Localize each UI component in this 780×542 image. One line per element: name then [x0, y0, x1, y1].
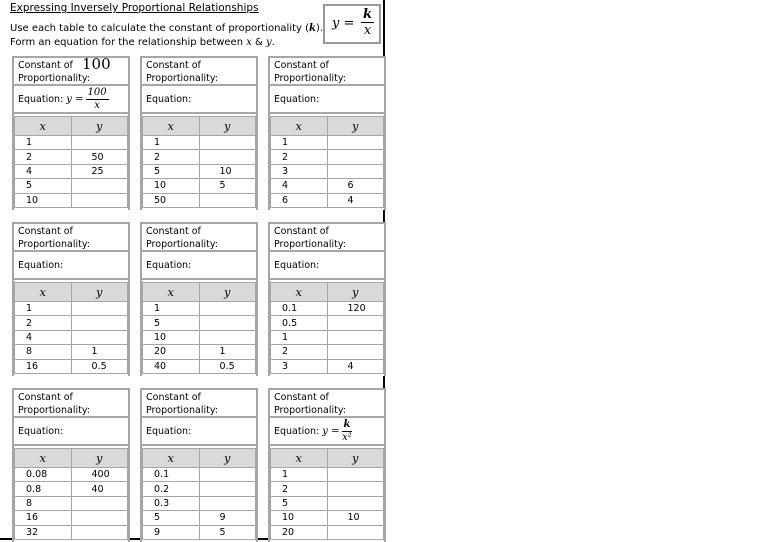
- x-cell[interactable]: 20: [271, 525, 328, 539]
- equation-label: Equation:: [18, 93, 64, 105]
- table-row: [143, 316, 256, 330]
- xy-table: [14, 448, 128, 540]
- table-row: [271, 359, 384, 373]
- x-cell[interactable]: 1: [15, 136, 72, 150]
- y-cell[interactable]: [199, 302, 256, 316]
- y-cell[interactable]: 50: [71, 150, 128, 164]
- table-header-row: [271, 283, 384, 302]
- y-cell[interactable]: 0.5: [199, 359, 256, 373]
- table-row: [143, 496, 256, 510]
- equation-label: Equation:: [274, 425, 320, 437]
- equation-label: Equation:: [146, 259, 192, 271]
- x-cell[interactable]: 1: [15, 302, 72, 316]
- y-cell[interactable]: [327, 496, 384, 510]
- xy-table: [142, 282, 256, 374]
- instruction-line-1: Use each table to calculate the constant of proportionality (k).: [10, 23, 324, 34]
- worksheet-title: Expressing Inversely Proportional Relationships: [10, 2, 259, 14]
- x-cell[interactable]: 1: [271, 330, 328, 344]
- x-cell[interactable]: 4: [15, 164, 72, 178]
- table-row: [271, 164, 384, 178]
- y-header: y: [199, 117, 256, 136]
- equation-numerator: k: [343, 418, 351, 430]
- x-cell[interactable]: 3: [271, 164, 328, 178]
- x-cell[interactable]: 2: [143, 150, 200, 164]
- x-cell[interactable]: 6: [271, 193, 328, 207]
- table-card: [12, 388, 130, 542]
- y-cell[interactable]: [327, 150, 384, 164]
- x-cell[interactable]: 32: [15, 525, 72, 539]
- y-cell[interactable]: 40: [71, 482, 128, 496]
- table-row: [143, 525, 256, 539]
- y-cell[interactable]: [199, 193, 256, 207]
- x-cell[interactable]: 0.5: [271, 316, 328, 330]
- table-header-row: [143, 283, 256, 302]
- table-row: [15, 525, 128, 539]
- x-header: x: [271, 283, 328, 302]
- table-row: [143, 359, 256, 373]
- y-cell[interactable]: [199, 496, 256, 510]
- x-cell[interactable]: 4: [15, 330, 72, 344]
- y-cell[interactable]: [71, 136, 128, 150]
- y-cell[interactable]: [327, 136, 384, 150]
- table-card: [268, 56, 386, 210]
- constant-box[interactable]: [270, 222, 384, 252]
- constant-box[interactable]: [14, 56, 128, 86]
- constant-box[interactable]: [270, 388, 384, 418]
- x-cell[interactable]: 4: [271, 179, 328, 193]
- constant-label: Constant of Proportionality:: [18, 392, 90, 416]
- x-header: x: [15, 117, 72, 136]
- table-row: [143, 468, 256, 482]
- table-header-row: [143, 449, 256, 468]
- table-row: [15, 496, 128, 510]
- y-header: y: [71, 283, 128, 302]
- constant-label: Constant of Proportionality:: [18, 60, 90, 84]
- table-row: [15, 482, 128, 496]
- y-cell[interactable]: 10: [199, 164, 256, 178]
- table-row: [15, 316, 128, 330]
- y-cell[interactable]: 25: [71, 164, 128, 178]
- y-cell[interactable]: 9: [199, 511, 256, 525]
- equation-label: Equation:: [274, 259, 320, 271]
- table-row: [143, 330, 256, 344]
- constant-label: Constant of Proportionality:: [146, 226, 218, 250]
- xy-table: [142, 116, 256, 208]
- equation-numerator: 100: [87, 86, 107, 98]
- equation-fraction: [342, 420, 353, 443]
- y-header: y: [199, 449, 256, 468]
- y-header: y: [327, 449, 384, 468]
- x-cell[interactable]: 50: [143, 193, 200, 207]
- y-cell[interactable]: [199, 150, 256, 164]
- y-cell[interactable]: [199, 482, 256, 496]
- equation-label: Equation:: [18, 259, 64, 271]
- y-header: y: [327, 283, 384, 302]
- equation-lhs: y =: [66, 93, 84, 105]
- y-cell[interactable]: [71, 179, 128, 193]
- y-cell[interactable]: [327, 468, 384, 482]
- y-cell[interactable]: 5: [199, 525, 256, 539]
- x-cell[interactable]: 40: [143, 359, 200, 373]
- y-cell[interactable]: [327, 164, 384, 178]
- x-cell[interactable]: 20: [143, 345, 200, 359]
- table-header-row: [271, 117, 384, 136]
- table-header-row: [15, 449, 128, 468]
- equation-box[interactable]: [270, 252, 384, 280]
- formula-lhs: y =: [332, 16, 355, 31]
- x-cell[interactable]: 0.3: [143, 496, 200, 510]
- x-header: x: [271, 117, 328, 136]
- equation-box[interactable]: [142, 252, 256, 280]
- equation-fraction: [86, 88, 109, 111]
- x-cell[interactable]: 8: [15, 496, 72, 510]
- table-row: [15, 193, 128, 207]
- x-header: x: [143, 283, 200, 302]
- equation-label: Equation:: [146, 93, 192, 105]
- x-cell[interactable]: 9: [143, 525, 200, 539]
- y-cell[interactable]: [71, 525, 128, 539]
- table-row: [271, 302, 384, 316]
- table-card: [140, 388, 258, 542]
- x-header: x: [15, 449, 72, 468]
- equation-box[interactable]: [14, 418, 128, 446]
- x-cell[interactable]: 0.1: [143, 468, 200, 482]
- table-card: [140, 222, 258, 376]
- y-cell[interactable]: [327, 525, 384, 539]
- y-cell[interactable]: 400: [71, 468, 128, 482]
- x-cell[interactable]: 1: [143, 302, 200, 316]
- equation-label: Equation:: [18, 425, 64, 437]
- y-header: y: [71, 449, 128, 468]
- constant-label: Constant of Proportionality:: [146, 392, 218, 416]
- x-cell[interactable]: 16: [15, 511, 72, 525]
- table-row: [271, 316, 384, 330]
- formula-numerator: k: [363, 7, 373, 22]
- xy-table: [14, 282, 128, 374]
- x-cell[interactable]: 10: [143, 330, 200, 344]
- xy-table: [270, 116, 384, 208]
- constant-box[interactable]: [142, 56, 256, 86]
- equation-box[interactable]: [14, 252, 128, 280]
- formula-fraction: [361, 8, 374, 37]
- constant-box[interactable]: [14, 388, 128, 418]
- table-row: [143, 511, 256, 525]
- y-header: y: [71, 117, 128, 136]
- table-row: [15, 468, 128, 482]
- x-cell[interactable]: 1: [271, 468, 328, 482]
- table-row: [15, 302, 128, 316]
- x-header: x: [143, 449, 200, 468]
- x-cell[interactable]: 0.2: [143, 482, 200, 496]
- equation-box[interactable]: [270, 86, 384, 114]
- y-cell[interactable]: [327, 330, 384, 344]
- x-header: x: [271, 449, 328, 468]
- y-cell[interactable]: [71, 511, 128, 525]
- table-row: [271, 345, 384, 359]
- table-row: [271, 468, 384, 482]
- y-header: y: [199, 283, 256, 302]
- table-row: [271, 193, 384, 207]
- equation-box[interactable]: [14, 86, 128, 114]
- equation-denominator: x²: [342, 431, 352, 443]
- constant-label: Constant of Proportionality:: [274, 60, 346, 84]
- x-cell[interactable]: 2: [271, 482, 328, 496]
- y-cell[interactable]: [71, 316, 128, 330]
- table-card: [12, 222, 130, 376]
- y-cell[interactable]: [199, 316, 256, 330]
- table-row: [143, 150, 256, 164]
- y-header: y: [327, 117, 384, 136]
- table-row: [271, 150, 384, 164]
- y-cell[interactable]: [199, 136, 256, 150]
- table-row: [15, 330, 128, 344]
- x-cell[interactable]: 2: [15, 316, 72, 330]
- constant-box[interactable]: [14, 222, 128, 252]
- equation-box[interactable]: [142, 418, 256, 446]
- y-cell[interactable]: 6: [327, 179, 384, 193]
- x-cell[interactable]: 2: [15, 150, 72, 164]
- table-header-row: [143, 117, 256, 136]
- x-cell[interactable]: 5: [271, 496, 328, 510]
- table-card: [268, 222, 386, 376]
- x-cell[interactable]: 1: [143, 136, 200, 150]
- constant-label: Constant of Proportionality:: [146, 60, 218, 84]
- x-cell[interactable]: 3: [271, 359, 328, 373]
- instruction-line-2: Form an equation for the relationship between x & y.: [10, 37, 275, 48]
- x-header: x: [15, 283, 72, 302]
- y-cell[interactable]: 120: [327, 302, 384, 316]
- xy-table: [142, 448, 256, 540]
- xy-table: [270, 448, 384, 540]
- formula-denominator: x: [363, 23, 372, 38]
- equation-box[interactable]: [270, 418, 384, 446]
- table-row: [271, 511, 384, 525]
- table-row: [271, 496, 384, 510]
- table-header-row: [15, 283, 128, 302]
- y-cell[interactable]: [71, 330, 128, 344]
- constant-label: Constant of Proportionality:: [274, 392, 346, 416]
- table-header-row: [15, 117, 128, 136]
- x-cell[interactable]: 10: [143, 179, 200, 193]
- y-cell[interactable]: 10: [327, 511, 384, 525]
- x-cell[interactable]: 5: [143, 316, 200, 330]
- x-cell[interactable]: 16: [15, 359, 72, 373]
- table-row: [15, 511, 128, 525]
- x-cell[interactable]: 5: [143, 511, 200, 525]
- y-cell[interactable]: [327, 345, 384, 359]
- table-row: [15, 150, 128, 164]
- y-cell[interactable]: [71, 193, 128, 207]
- table-row: [15, 179, 128, 193]
- y-cell[interactable]: [327, 316, 384, 330]
- y-cell[interactable]: 4: [327, 359, 384, 373]
- xy-table: [14, 116, 128, 208]
- constant-label: Constant of Proportionality:: [274, 226, 346, 250]
- y-cell[interactable]: [199, 330, 256, 344]
- table-row: [143, 302, 256, 316]
- x-cell[interactable]: 5: [15, 179, 72, 193]
- equation-label: Equation:: [146, 425, 192, 437]
- table-row: [143, 345, 256, 359]
- table-card: [12, 56, 130, 210]
- y-cell[interactable]: [71, 496, 128, 510]
- formula-box: [323, 4, 381, 44]
- constant-box[interactable]: [142, 222, 256, 252]
- xy-table: [270, 282, 384, 374]
- x-cell[interactable]: 10: [271, 511, 328, 525]
- worksheet: [0, 0, 385, 540]
- y-cell[interactable]: 1: [199, 345, 256, 359]
- table-row: [143, 179, 256, 193]
- table-row: [271, 482, 384, 496]
- table-row: [271, 179, 384, 193]
- table-row: [271, 525, 384, 539]
- table-row: [143, 136, 256, 150]
- table-card: [268, 388, 386, 542]
- table-row: [143, 193, 256, 207]
- table-row: [15, 345, 128, 359]
- x-cell[interactable]: 10: [15, 193, 72, 207]
- constant-box[interactable]: [270, 56, 384, 86]
- y-cell[interactable]: [327, 482, 384, 496]
- table-row: [15, 164, 128, 178]
- x-cell[interactable]: 2: [271, 345, 328, 359]
- x-cell[interactable]: 0.8: [15, 482, 72, 496]
- table-row: [15, 359, 128, 373]
- table-row: [143, 164, 256, 178]
- constant-label: Constant of Proportionality:: [18, 226, 90, 250]
- table-row: [271, 330, 384, 344]
- y-cell[interactable]: [199, 468, 256, 482]
- equation-box[interactable]: [142, 86, 256, 114]
- y-cell[interactable]: 1: [71, 345, 128, 359]
- equation-denominator: x: [94, 99, 100, 111]
- table-row: [143, 482, 256, 496]
- x-cell[interactable]: 8: [15, 345, 72, 359]
- table-row: [271, 136, 384, 150]
- equation-lhs: y =: [322, 425, 340, 437]
- y-cell[interactable]: 0.5: [71, 359, 128, 373]
- x-cell[interactable]: 2: [271, 150, 328, 164]
- table-row: [15, 136, 128, 150]
- x-cell[interactable]: 1: [271, 136, 328, 150]
- table-card: [140, 56, 258, 210]
- y-cell[interactable]: 5: [199, 179, 256, 193]
- equation-label: Equation:: [274, 93, 320, 105]
- constant-box[interactable]: [142, 388, 256, 418]
- y-cell[interactable]: [71, 302, 128, 316]
- table-header-row: [271, 449, 384, 468]
- x-cell[interactable]: 5: [143, 164, 200, 178]
- constant-value: 100: [82, 55, 111, 73]
- x-cell[interactable]: 0.08: [15, 468, 72, 482]
- y-cell[interactable]: 4: [327, 193, 384, 207]
- x-header: x: [143, 117, 200, 136]
- x-cell[interactable]: 0.1: [271, 302, 328, 316]
